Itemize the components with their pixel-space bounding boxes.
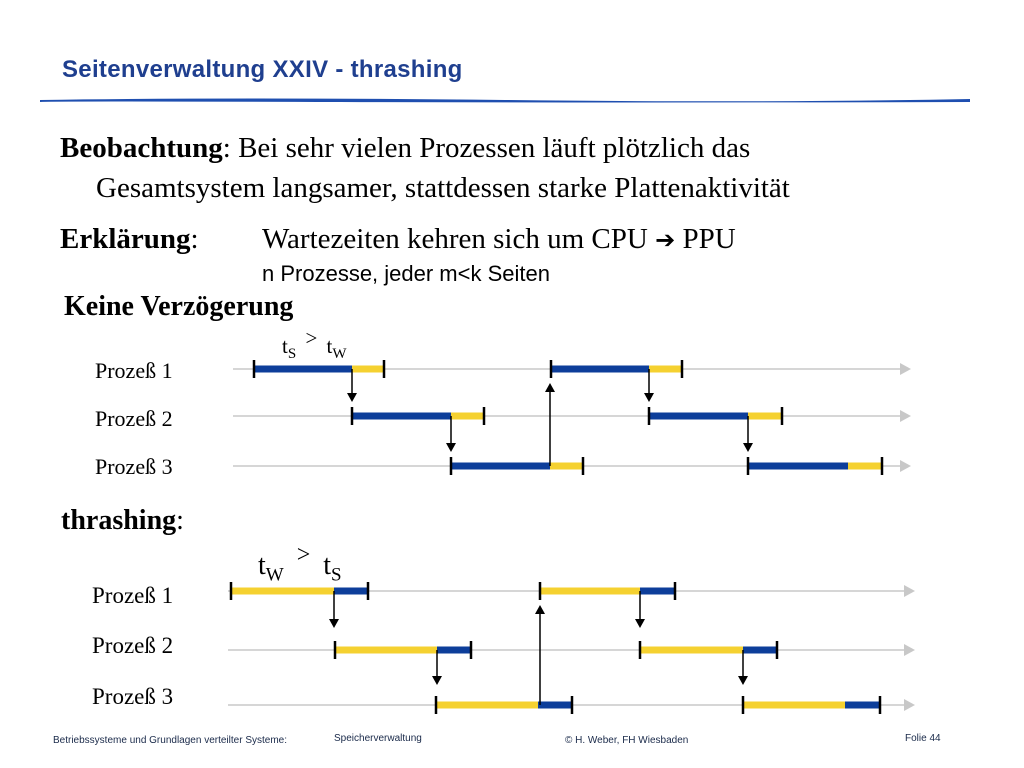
legend-t2: t [323, 550, 332, 581]
thrashing-process-1: Prozeß 1 [92, 583, 174, 608]
no-delay-p1-segment-4 [649, 366, 682, 373]
no-delay-p3-segment-3 [748, 463, 848, 470]
thrashing-heading-text: thrashing [61, 505, 177, 536]
no-delay-process-2: Prozeß 2 [95, 406, 173, 431]
thrashing-p2-segment-4 [743, 647, 777, 654]
explanation-text: Wartezeiten kehren sich um CPU [262, 223, 648, 255]
no-delay-p1-segment-2 [352, 366, 384, 373]
legend-t1-sub: W [265, 564, 284, 586]
thrashing-p3-segment-4 [845, 702, 880, 709]
no-delay-switch-arrow-3-head [545, 383, 555, 392]
no-delay-axis-2-arrowhead [900, 410, 911, 422]
thrashing-p1-segment-4 [640, 588, 675, 595]
thrashing-axis-1-arrowhead [904, 585, 915, 597]
thrashing-switch-arrow-3-head [535, 605, 545, 614]
thrashing-p2-segment-1 [335, 647, 437, 654]
legend-t1: t [258, 550, 266, 581]
legend-t2-sub: S [331, 564, 342, 586]
thrashing-p1-segment-3 [540, 588, 640, 595]
thrashing-p3-segment-3 [743, 702, 845, 709]
footer-author: © H. Weber, FH Wiesbaden [565, 735, 689, 746]
no-delay-heading: Keine Verzögerung [64, 291, 294, 322]
no-delay-axis-1-arrowhead [900, 363, 911, 375]
no-delay-switch-arrow-5-head [743, 443, 753, 452]
observation-text: : Bei sehr vielen Prozessen läuft plötzlich das [222, 132, 751, 164]
no-delay-p2-segment-1 [352, 413, 451, 420]
no-delay-switch-arrow-1-head [347, 393, 357, 402]
thrashing-process-2: Prozeß 2 [92, 633, 174, 658]
thrashing-p3-segment-2 [538, 702, 572, 709]
no-delay-p3-segment-4 [848, 463, 882, 470]
legend-t1: t [282, 334, 288, 358]
thrashing-switch-arrow-4-head [635, 619, 645, 628]
no-delay-process-1: Prozeß 1 [95, 358, 173, 383]
no-delay-switch-arrow-4-head [644, 393, 654, 402]
no-delay-axis-3-arrowhead [900, 460, 911, 472]
observation-label: Beobachtung [60, 132, 223, 164]
explanation-colon: : [190, 223, 199, 255]
footer-topic: Speicherverwaltung [334, 733, 422, 744]
no-delay-p2-segment-4 [748, 413, 782, 420]
footer-page: Folie 44 [905, 733, 941, 744]
legend-t2: t [326, 334, 333, 358]
no-delay-p1-segment-1 [254, 366, 352, 373]
thrashing-switch-arrow-5-head [738, 676, 748, 685]
thrashing-p3-segment-1 [436, 702, 538, 709]
thrashing-axis-2-arrowhead [904, 644, 915, 656]
legend-t2-sub: W [332, 346, 347, 363]
thrashing-switch-arrow-2-head [432, 676, 442, 685]
legend-gt: > [296, 542, 311, 568]
right-arrow-icon: ➔ [655, 226, 676, 254]
legend-t1-sub: S [287, 346, 297, 363]
thrashing-p1-segment-2 [334, 588, 368, 595]
thrashing-p2-segment-3 [640, 647, 743, 654]
thrashing-switch-arrow-1-head [329, 619, 339, 628]
no-delay-p3-segment-2 [550, 463, 583, 470]
footer-course: Betriebssysteme und Grundlagen verteilter Systeme: [53, 735, 287, 746]
explanation-sub: n Prozesse, jeder m<k Seiten [262, 261, 550, 286]
no-delay-process-3: Prozeß 3 [95, 454, 173, 479]
thrashing-process-3: Prozeß 3 [92, 684, 174, 709]
explanation-label: Erklärung [60, 223, 191, 255]
thrashing-heading-colon: : [176, 505, 184, 536]
no-delay-p2-segment-3 [649, 413, 748, 420]
no-delay-switch-arrow-2-head [446, 443, 456, 452]
no-delay-p2-segment-2 [451, 413, 484, 420]
thrashing-p2-segment-2 [437, 647, 471, 654]
thrashing-axis-3-arrowhead [904, 699, 915, 711]
thrashing-p1-segment-1 [231, 588, 334, 595]
no-delay-p3-segment-1 [451, 463, 550, 470]
slide-title: Seitenverwaltung XXIV - thrashing [62, 56, 463, 83]
legend-gt: > [305, 326, 318, 350]
observation-line-2: Gesamtsystem langsamer, stattdessen starke Plattenaktivität [96, 172, 790, 204]
explanation-target: PPU [682, 223, 736, 255]
no-delay-p1-segment-3 [551, 366, 649, 373]
